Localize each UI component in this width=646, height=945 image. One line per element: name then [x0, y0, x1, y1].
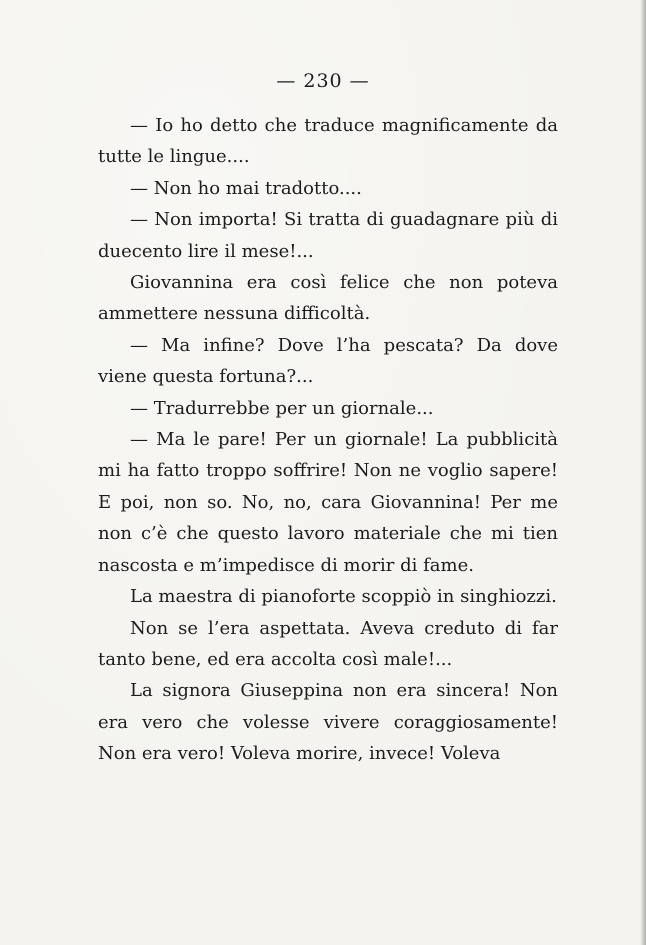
paragraph: — Non ho mai tradotto.... [130, 177, 362, 199]
paragraph: — Tradurrebbe per un giornale... [130, 397, 434, 419]
paragraph: — Io ho detto che traduce magnificamente da tutte le lingue.... [98, 115, 558, 168]
page-edge-shadow [640, 0, 646, 945]
body-text [98, 110, 558, 770]
paragraph: Non se l’era aspettata. Aveva creduto di far tanto bene, ed era accolta così male!... [98, 617, 558, 670]
paragraph: La maestra di pianoforte scoppiò in singhiozzi. [130, 586, 557, 608]
paragraph: — Non importa! Si tratta di guadagnare più di duecento lire il mese!... [98, 209, 558, 262]
page-number: — 230 — [276, 70, 370, 92]
paragraph: — Ma infine? Dove l’ha pescata? Da dove viene questa fortuna?... [98, 334, 558, 388]
paragraph: La signora Giuseppina non era sincera! Non era vero che volesse vivere coraggiosamente! Non era vero! Voleva morire, invece! Voleva [98, 680, 558, 765]
paragraph: Giovannina era così felice che non poteva ammettere nessuna difficoltà. [98, 272, 558, 325]
paragraph: — Ma le pare! Per un giornale! La pubblicità mi ha fatto troppo soffrire! Non ne voglio sapere! E poi, non so. No, no, cara Giovannina! Per me non c’è che questo lavoro materiale che mi tien nascosta e m’impedisce di morir di fame. [98, 429, 558, 576]
